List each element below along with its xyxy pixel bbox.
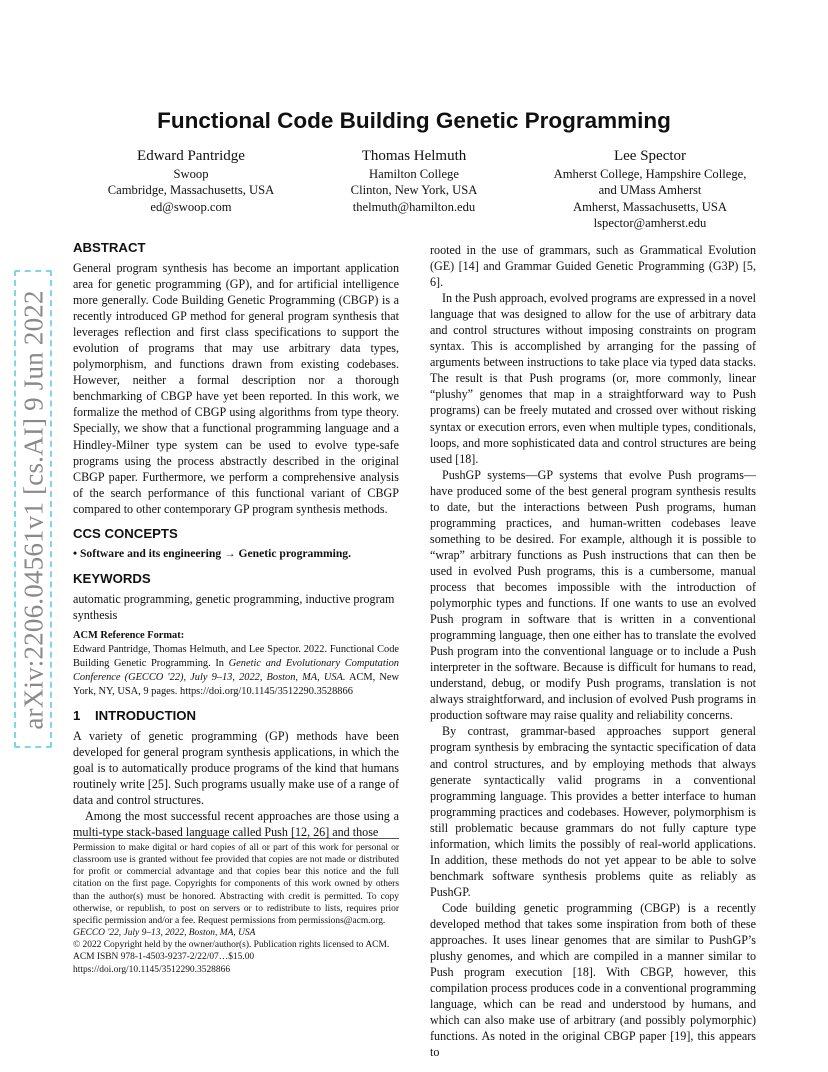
author-name: Edward Pantridge	[137, 148, 245, 164]
acm-reference-venue: Genetic and Evolutionary Computation Conference (GECCO '22), July 9–13, 2022, Boston, MA, USA.	[73, 657, 399, 683]
body-paragraph-1: rooted in the use of grammars, such as Grammatical Evolution (GE) [14] and Grammar Guided Genetic Programming (G3P) [5, 6].	[430, 243, 756, 290]
acm-reference-citation: Edward Pantridge, Thomas Helmuth, and Lee Spector. 2022. Functional Code Building Genetic Programming. In	[73, 643, 399, 669]
abstract-heading: ABSTRACT	[73, 240, 146, 255]
acm-reference-heading: ACM Reference Format:	[73, 629, 185, 641]
right-column	[430, 242, 756, 1060]
intro-paragraph-2: Among the most successful recent approaches are those using a multi-type stack-based language called Push [12, 26] and those	[73, 809, 399, 840]
author-location: Cambridge, Massachusetts, USA	[107, 183, 275, 198]
body-paragraph-2: In the Push approach, evolved programs are expressed in a novel language that was designed to allow for the use of arbitrary data and control structures without imposing constraints on program syntax. This is accomplished by arranging for the passing of arguments between instructions to take place via typed data stacks. The result is that Push programs (or, more commonly, linear “plushy” genomes that map in a straightforward way to Push programs) can be freely mutated and crossed over without risking syntax or execution errors, even when multiple types, conditionals, loops, and more sophisticated data and control structures are being used [18].	[430, 291, 757, 466]
ccs-heading: CCS CONCEPTS	[73, 525, 178, 541]
body-paragraph-4: By contrast, grammar-based approaches support general program synthesis by embracing the syntactic specification of data and control structures, and by employing methods that always generate syntactically valid programs in a conventional programming language. This provides a better interface to human programming practices and codebases. However, polymorphism is still problematic because grammars do not fully capture type information, which limits the possibly of real-world applications. In addition, these methods do not yet appear to be able to solve benchmark software synthesis problems quite as reliably as PushGP.	[430, 724, 756, 899]
left-column	[73, 240, 399, 840]
body-paragraph-3: PushGP systems—GP systems that evolve Push programs—have produced some of the best general program synthesis results to date, but the interactions between Push programs, human programming practices, and human-written codebases leave something to be desired. For example, although it is possible to “wrap” arbitrary functions as Push instructions that can then be used in evolved Push programs, this is a cumbersome, manual process that becomes impossible with the introduction of polymorphic types and functions. If one wants to use an evolved Push program in software that is written in a conventional programming language, then one either has to translate the evolved Push program into the conventional language or to include a Push interpreter in the software. Because is difficult for humans to read, understand, debug, or modify Push programs, translation is not always straightforward, and inclusion of evolved Push programs in production software may raise quality and reliability concerns.	[430, 467, 756, 723]
abstract-text: General program synthesis has become an important application area for genetic programming (GP), and for artificial intelligence more generally. Code Building Genetic Programming (CBGP) is a recently introduced GP method for general program synthesis that leverages reflection and first class specifications to support the evolution of programs that may use arbitrary data types, polymorphism, and functions drawn from existing codebases. However, neither a formal description nor a thorough benchmarking of CBGP have yet been reported. In this work, we formalize the method of CBGP using algorithms from type theory. Specially, we show that a functional programming language and a Hindley-Milner type system can be used to evolve type-safe programs using the process abstractly described in the original CBGP paper. Furthermore, we perform a comprehensive analysis of the search performance of this functional variant of CBGP compared to other contemporary GP program synthesis methods.	[73, 261, 399, 516]
conference-info: GECCO '22, July 9–13, 2022, Boston, MA, USA	[73, 928, 256, 939]
introduction-heading: 1 INTRODUCTION	[73, 707, 197, 723]
author-location: Amherst, Massachusetts, USA	[573, 199, 727, 214]
author-email: lspector@amherst.edu	[593, 216, 707, 231]
author-affiliation-cont: and UMass Amherst	[598, 183, 702, 198]
author-name: Lee Spector	[613, 148, 687, 164]
author-affiliation: Swoop	[173, 167, 209, 181]
keywords-heading: KEYWORDS	[73, 570, 151, 586]
author-name: Thomas Helmuth	[361, 148, 467, 164]
copyright-footnote	[73, 838, 399, 976]
author-email: thelmuth@hamilton.edu	[352, 199, 476, 214]
intro-paragraph-1: A variety of genetic programming (GP) methods have been developed for general program synthesis applications, in which the goal is to automatically produce programs of the kind that humans routinely write [25]. Such programs usually make use of a range of data and control structures.	[73, 728, 399, 808]
author-affiliation: Hamilton College	[369, 167, 459, 181]
ccs-concepts: • Software and its engineering → Genetic programming.	[73, 546, 351, 560]
author-2	[324, 146, 504, 215]
acm-reference-text	[73, 643, 399, 699]
author-location: Clinton, New York, USA	[350, 183, 478, 198]
author-affiliation: Amherst College, Hampshire College,	[553, 167, 747, 181]
author-1	[101, 146, 281, 215]
arxiv-sidebar-stamp	[14, 270, 54, 750]
author-email: ed@swoop.com	[150, 199, 232, 214]
body-paragraph-5: Code building genetic programming (CBGP) is a recently developed method that takes some inspiration from both of these approaches. It uses linear genomes that are similar to PushGP’s plushy genomes, and which are compiled in a manner similar to Push program execution [18]. With CBGP, however, this compilation process produces code in a conventional programming language, which can be read and understood by humans, and which can also make use of arbitrary (and possibly polymorphic) functions. As noted in the original CBGP paper [19], this appears to	[430, 900, 756, 1060]
arxiv-identifier: arXiv:2206.04561v1 [cs.AI] 9 Jun 2022	[18, 290, 49, 730]
paper-title: Functional Code Building Genetic Programming	[157, 108, 671, 133]
copyright-notice: © 2022 Copyright held by the owner/author(s). Publication rights licensed to ACM.	[73, 940, 390, 951]
doi-link[interactable]: https://doi.org/10.1145/3512290.3528866	[73, 964, 231, 975]
isbn-info: ACM ISBN 978-1-4503-9237-2/22/07…$15.00	[73, 952, 255, 963]
permission-notice: Permission to make digital or hard copies of all or part of this work for personal or classroom use is granted without fee provided that copies are not made or distributed for profit or commercial advantage and that copies bear this notice and the full citation on the first page. Copyrights for components of this work owned by others than the author(s) must be honored. Abstracting with credit is permitted. To copy otherwise, or republish, to post on servers or to redistribute to lists, requires prior specific permission and/or a fee. Request permissions from permissions@acm.org.	[73, 843, 399, 926]
author-3	[527, 146, 773, 232]
acm-reference-doi: ACM, New York, NY, USA, 9 pages. https://doi.org/10.1145/3512290.3528866	[73, 671, 399, 697]
keywords-text: automatic programming, genetic programming, inductive program synthesis	[73, 591, 395, 622]
